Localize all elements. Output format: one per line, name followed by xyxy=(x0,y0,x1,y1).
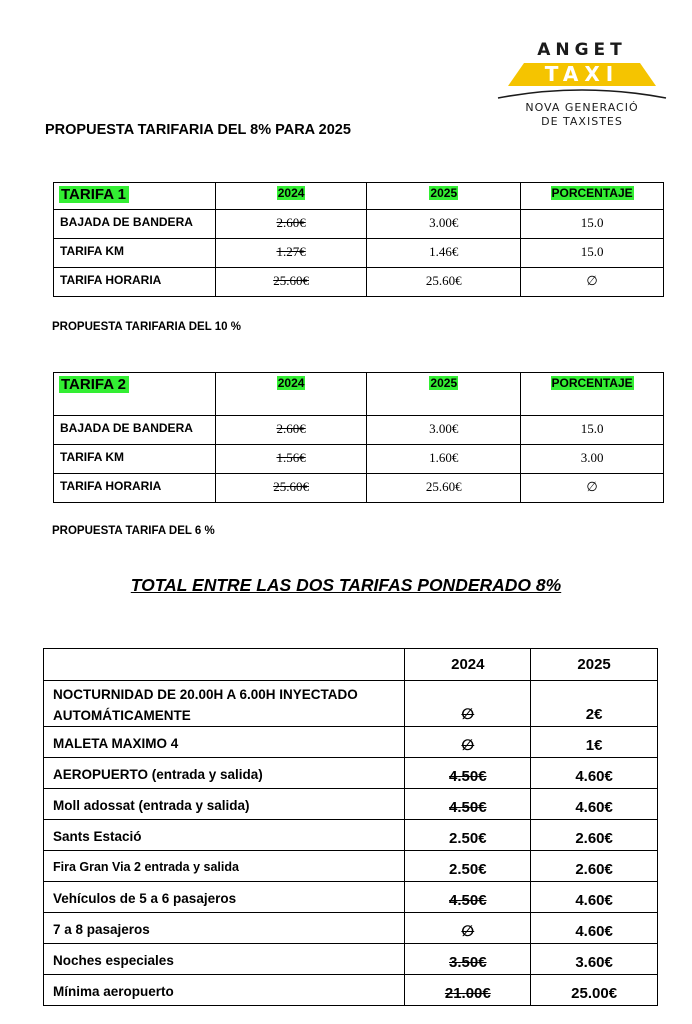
table-row xyxy=(54,210,664,239)
value-2025: 1.46€ xyxy=(367,239,521,268)
value-2025: 2€ xyxy=(531,681,658,727)
header-2025: 2025 xyxy=(430,186,458,200)
row-label: TARIFA HORARIA xyxy=(54,268,216,297)
value-2024: ∅ xyxy=(461,705,475,723)
table-row xyxy=(44,758,658,789)
value-pct: 15.0 xyxy=(521,239,664,268)
value-2024: 4.50€ xyxy=(449,768,487,785)
header-empty xyxy=(44,649,405,681)
row-label: Noches especiales xyxy=(44,944,405,975)
table-header-row xyxy=(44,649,658,681)
header-2024: 2024 xyxy=(405,649,531,681)
row-label: Mínima aeropuerto xyxy=(44,975,405,1006)
table-row xyxy=(44,727,658,758)
header-2024: 2024 xyxy=(277,376,305,390)
value-2024: 1.27€ xyxy=(276,244,306,259)
value-2025: 4.60€ xyxy=(531,789,658,820)
row-label: BAJADA DE BANDERA xyxy=(54,210,216,239)
value-2024: 4.50€ xyxy=(449,799,487,816)
row-label: Vehículos de 5 a 6 pasajeros xyxy=(44,882,405,913)
value-pct: ∅ xyxy=(521,268,664,297)
table-row xyxy=(44,913,658,944)
value-2025: 1.60€ xyxy=(367,445,521,474)
table-header-row xyxy=(54,373,664,416)
value-2025: 1€ xyxy=(531,727,658,758)
table-row xyxy=(44,975,658,1006)
table-header-row xyxy=(54,183,664,210)
value-2024: ∅ xyxy=(461,736,475,754)
tarifa-name: TARIFA 1 xyxy=(59,186,129,203)
row-label: TARIFA HORARIA xyxy=(54,474,216,503)
value-2024: 21.00€ xyxy=(444,985,491,1002)
row-label: Fira Gran Via 2 entrada y salida xyxy=(44,851,405,882)
main-title: PROPUESTA TARIFARIA DEL 8% PARA 2025 xyxy=(45,122,351,138)
value-2025: 25.60€ xyxy=(367,268,521,297)
value-pct: 3.00 xyxy=(521,445,664,474)
value-2024: 1.56€ xyxy=(276,450,306,465)
value-2025: 2.60€ xyxy=(531,820,658,851)
logo-subtitle-line1: NOVA GENERACIÓ xyxy=(525,101,639,114)
table-row xyxy=(54,239,664,268)
value-2025: 3.00€ xyxy=(367,416,521,445)
value-2025: 3.60€ xyxy=(531,944,658,975)
header-porcentaje: PORCENTAJE xyxy=(551,376,633,390)
tarifa-1-table xyxy=(53,182,664,297)
value-2024: 25.60€ xyxy=(273,273,309,288)
table-row xyxy=(44,882,658,913)
table-row xyxy=(54,445,664,474)
header-porcentaje: PORCENTAJE xyxy=(551,186,633,200)
header-2025: 2025 xyxy=(531,649,658,681)
row-label: TARIFA KM xyxy=(54,239,216,268)
row-label: Sants Estació xyxy=(44,820,405,851)
row-label: BAJADA DE BANDERA xyxy=(54,416,216,445)
tarifa-name: TARIFA 2 xyxy=(59,376,129,393)
row-label: 7 a 8 pasajeros xyxy=(44,913,405,944)
value-2024: 2.50€ xyxy=(405,851,531,882)
table-row xyxy=(44,851,658,882)
logo-brand: ANGET xyxy=(537,40,627,60)
value-2025: 25.00€ xyxy=(531,975,658,1006)
table-row xyxy=(54,268,664,297)
table-row xyxy=(44,820,658,851)
tarifa-2-table xyxy=(53,372,664,503)
header-2024: 2024 xyxy=(277,186,305,200)
value-2024: ∅ xyxy=(461,922,475,940)
anget-taxi-logo xyxy=(494,40,670,130)
logo-subtitle-line2: DE TAXISTES xyxy=(541,115,623,128)
table-row xyxy=(44,944,658,975)
value-pct: ∅ xyxy=(521,474,664,503)
value-2025: 3.00€ xyxy=(367,210,521,239)
value-2025: 2.60€ xyxy=(531,851,658,882)
table-row xyxy=(54,416,664,445)
subtitle-tarifa-2: PROPUESTA TARIFARIA DEL 10 % xyxy=(52,321,241,333)
row-label: AEROPUERTO (entrada y salida) xyxy=(44,758,405,789)
value-2024: 4.50€ xyxy=(449,892,487,909)
value-2024: 3.50€ xyxy=(449,954,487,971)
value-2025: 4.60€ xyxy=(531,758,658,789)
table-row xyxy=(44,681,658,727)
total-title: TOTAL ENTRE LAS DOS TARIFAS PONDERADO 8% xyxy=(130,575,562,595)
table-row xyxy=(54,474,664,503)
value-2024: 2.60€ xyxy=(276,215,306,230)
subtitle-tarifa-6: PROPUESTA TARIFA DEL 6 % xyxy=(52,525,215,537)
value-2024: 2.50€ xyxy=(405,820,531,851)
header-2025: 2025 xyxy=(430,376,458,390)
row-label: TARIFA KM xyxy=(54,445,216,474)
value-2025: 4.60€ xyxy=(531,882,658,913)
table-row xyxy=(44,789,658,820)
logo-word: TAXI xyxy=(544,62,620,86)
value-pct: 15.0 xyxy=(521,416,664,445)
value-2024: 2.60€ xyxy=(276,421,306,436)
row-label: MALETA MAXIMO 4 xyxy=(44,727,405,758)
value-2024: 25.60€ xyxy=(273,479,309,494)
value-2025: 25.60€ xyxy=(367,474,521,503)
value-pct: 15.0 xyxy=(521,210,664,239)
value-2025: 4.60€ xyxy=(531,913,658,944)
suplementos-table xyxy=(43,648,658,1006)
row-label: NOCTURNIDAD DE 20.00H A 6.00H INYECTADO AUTOMÁTICAMENTE xyxy=(44,681,405,727)
row-label: Moll adossat (entrada y salida) xyxy=(44,789,405,820)
